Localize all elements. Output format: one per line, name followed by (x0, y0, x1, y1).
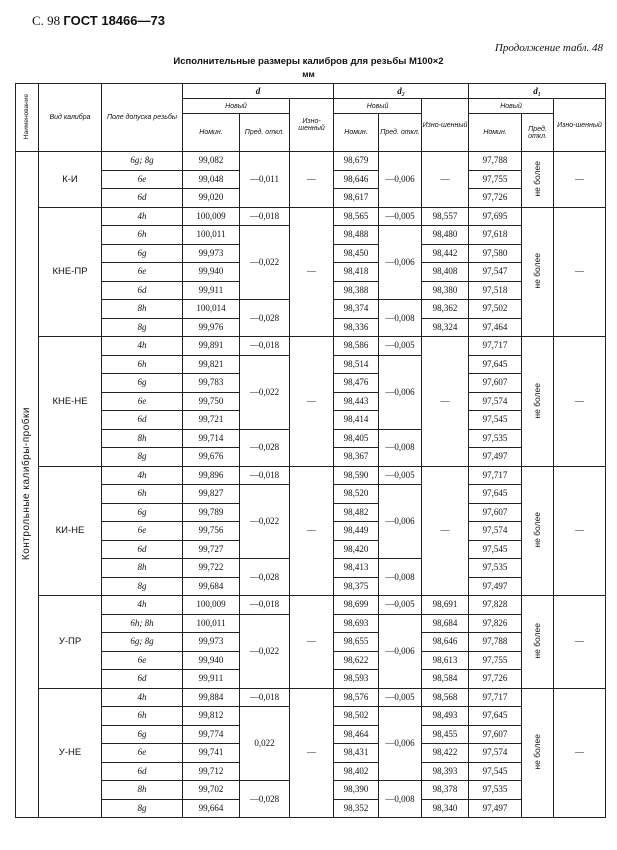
d2-worn: 98,584 (422, 670, 469, 689)
col-header-d2-iznosh: Изно-шенный (422, 99, 469, 152)
d2-deviation: —0,005 (379, 207, 422, 226)
d1-nominal: 97,717 (469, 466, 522, 485)
col-header-d-pred: Пред. откл. (240, 114, 290, 152)
d-deviation: —0,011 (240, 152, 290, 208)
gauge-type-cell: КНЕ-НЕ (39, 337, 102, 467)
d-deviation: —0,022 (240, 355, 290, 429)
d-deviation: —0,028 (240, 559, 290, 596)
d-nominal: 99,973 (183, 633, 240, 652)
d1-worn: — (554, 596, 606, 689)
col-header-d-novyi: Новый (183, 99, 290, 114)
d-nominal: 99,896 (183, 466, 240, 485)
not-more-note: не более (532, 160, 543, 197)
d-nominal: 99,741 (183, 744, 240, 763)
d-worn: — (290, 207, 334, 337)
col-header-d2-nomin: Номин. (334, 114, 379, 152)
tolerance-cell: 8h (102, 300, 183, 319)
d2-nominal: 98,414 (334, 411, 379, 430)
d2-nominal: 98,388 (334, 281, 379, 300)
col-header-d2-novyi: Новый (334, 99, 422, 114)
tolerance-cell: 6g (102, 244, 183, 263)
tolerance-cell: 8h (102, 429, 183, 448)
d2-worn: 98,408 (422, 263, 469, 282)
d2-deviation: —0,005 (379, 688, 422, 707)
tolerance-cell: 6e (102, 522, 183, 541)
tolerance-cell: 6e (102, 744, 183, 763)
d1-nominal: 97,535 (469, 559, 522, 578)
d2-worn: 98,442 (422, 244, 469, 263)
d-nominal: 99,976 (183, 318, 240, 337)
d2-nominal: 98,443 (334, 392, 379, 411)
d2-worn: 98,455 (422, 725, 469, 744)
d1-nominal: 97,574 (469, 744, 522, 763)
d-nominal: 99,891 (183, 337, 240, 356)
d2-nominal: 98,420 (334, 540, 379, 559)
gauge-type-cell: КИ-НЕ (39, 466, 102, 596)
d2-worn: — (422, 466, 469, 596)
col-header-pole: Поле допуска резьбы (102, 84, 183, 152)
table-row (16, 688, 606, 707)
d2-nominal: 98,352 (334, 799, 379, 818)
tolerance-cell: 6h (102, 226, 183, 245)
d-nominal: 99,940 (183, 651, 240, 670)
col-header-d-nomin: Номин. (183, 114, 240, 152)
col-header-d-iznosh: Изно-шенный (290, 99, 334, 152)
gauge-type-cell: У-ПР (39, 596, 102, 689)
d1-worn: — (554, 207, 606, 337)
d-deviation: —0,018 (240, 688, 290, 707)
d2-deviation: —0,008 (379, 429, 422, 466)
d1-nominal: 97,726 (469, 189, 522, 208)
d2-nominal: 98,405 (334, 429, 379, 448)
d-nominal: 99,727 (183, 540, 240, 559)
d1-deviation-note (522, 152, 554, 208)
d2-nominal: 98,565 (334, 207, 379, 226)
d-deviation: 0,022 (240, 707, 290, 781)
d1-worn: — (554, 688, 606, 818)
tolerance-cell: 4h (102, 596, 183, 615)
col-header-naim: Наименование (16, 84, 39, 152)
d2-worn: 98,380 (422, 281, 469, 300)
tolerance-cell: 8g (102, 448, 183, 467)
d1-deviation-note (522, 466, 554, 596)
d-worn: — (290, 596, 334, 689)
d-nominal: 99,911 (183, 670, 240, 689)
d1-deviation-note (522, 688, 554, 818)
d2-deviation: —0,008 (379, 781, 422, 818)
d1-nominal: 97,828 (469, 596, 522, 615)
d-worn: — (290, 688, 334, 818)
page-number: С. 98 (32, 13, 61, 28)
d-nominal: 99,750 (183, 392, 240, 411)
d-nominal: 99,789 (183, 503, 240, 522)
tolerance-cell: 6h; 8h (102, 614, 183, 633)
tolerance-cell: 6d (102, 411, 183, 430)
d-worn: — (290, 152, 334, 208)
d2-worn: 98,646 (422, 633, 469, 652)
d2-worn: 98,684 (422, 614, 469, 633)
d2-nominal: 98,590 (334, 466, 379, 485)
table-row (16, 207, 606, 226)
d1-deviation-note (522, 596, 554, 689)
dimensions-table (15, 83, 606, 818)
table-row (16, 596, 606, 615)
d2-nominal: 98,482 (334, 503, 379, 522)
tolerance-cell: 4h (102, 466, 183, 485)
d-deviation: —0,028 (240, 429, 290, 466)
d1-nominal: 97,545 (469, 411, 522, 430)
col-header-d1-novyi: Новый (469, 99, 554, 114)
gauge-type-cell: К-И (39, 152, 102, 208)
d-deviation: —0,022 (240, 614, 290, 688)
d2-nominal: 98,502 (334, 707, 379, 726)
d-deviation: —0,022 (240, 226, 290, 300)
d-nominal: 99,774 (183, 725, 240, 744)
tolerance-cell: 6d (102, 281, 183, 300)
d1-nominal: 97,607 (469, 503, 522, 522)
col-header-d1-pred: Пред. откл. (522, 114, 554, 152)
tolerance-cell: 6h (102, 707, 183, 726)
table-row (16, 466, 606, 485)
d-nominal: 99,082 (183, 152, 240, 171)
d2-deviation: —0,006 (379, 707, 422, 781)
category-label: Контрольные калибры-пробки (21, 407, 32, 561)
d-nominal: 99,722 (183, 559, 240, 578)
d2-nominal: 98,413 (334, 559, 379, 578)
d2-nominal: 98,431 (334, 744, 379, 763)
d-nominal: 99,940 (183, 263, 240, 282)
d-nominal: 99,884 (183, 688, 240, 707)
d-deviation: —0,018 (240, 466, 290, 485)
d-deviation: —0,018 (240, 596, 290, 615)
d1-nominal: 97,755 (469, 170, 522, 189)
d-nominal: 99,973 (183, 244, 240, 263)
table-title: Исполнительные размеры калибров для резьбы М100×2 (173, 56, 444, 67)
d1-nominal: 97,717 (469, 688, 522, 707)
tolerance-cell: 4h (102, 207, 183, 226)
d2-nominal: 98,655 (334, 633, 379, 652)
d1-nominal: 97,545 (469, 540, 522, 559)
tolerance-cell: 6h (102, 355, 183, 374)
d-nominal: 99,048 (183, 170, 240, 189)
d1-nominal: 97,497 (469, 799, 522, 818)
d1-nominal: 97,726 (469, 670, 522, 689)
continuation-note: Продолжение табл. 48 (494, 42, 603, 54)
col-header-d1: d₁ (469, 84, 606, 99)
d-nominal: 99,684 (183, 577, 240, 596)
d1-nominal: 97,580 (469, 244, 522, 263)
not-more-note: не более (532, 734, 543, 770)
d1-nominal: 97,547 (469, 263, 522, 282)
d2-nominal: 98,390 (334, 781, 379, 800)
d1-nominal: 97,645 (469, 485, 522, 504)
d2-worn: 98,422 (422, 744, 469, 763)
d2-nominal: 98,402 (334, 762, 379, 781)
d-nominal: 99,702 (183, 781, 240, 800)
d2-deviation: —0,005 (379, 466, 422, 485)
d-nominal: 99,020 (183, 189, 240, 208)
tolerance-cell: 4h (102, 337, 183, 356)
d2-nominal: 98,699 (334, 596, 379, 615)
d2-worn: 98,557 (422, 207, 469, 226)
tolerance-cell: 6g; 8g (102, 633, 183, 652)
d2-worn: 98,568 (422, 688, 469, 707)
d2-nominal: 98,520 (334, 485, 379, 504)
d2-worn: — (422, 337, 469, 467)
d2-deviation: —0,008 (379, 559, 422, 596)
d1-nominal: 97,645 (469, 707, 522, 726)
d2-deviation: —0,006 (379, 485, 422, 559)
d-nominal: 99,821 (183, 355, 240, 374)
d2-nominal: 98,476 (334, 374, 379, 393)
d1-nominal: 97,497 (469, 577, 522, 596)
d2-worn: — (422, 152, 469, 208)
d-nominal: 100,009 (183, 596, 240, 615)
d1-nominal: 97,826 (469, 614, 522, 633)
gauge-type-cell: КНЕ-ПР (39, 207, 102, 337)
table-row (16, 152, 606, 171)
d1-nominal: 97,618 (469, 226, 522, 245)
d2-nominal: 98,646 (334, 170, 379, 189)
d2-nominal: 98,593 (334, 670, 379, 689)
d1-nominal: 97,607 (469, 374, 522, 393)
table-row (16, 337, 606, 356)
d1-nominal: 97,788 (469, 152, 522, 171)
d1-nominal: 97,788 (469, 633, 522, 652)
tolerance-cell: 6g (102, 725, 183, 744)
d-deviation: —0,018 (240, 337, 290, 356)
d2-deviation: —0,005 (379, 596, 422, 615)
d2-deviation: —0,006 (379, 355, 422, 429)
col-header-d1-nomin: Номин. (469, 114, 522, 152)
d2-worn: 98,691 (422, 596, 469, 615)
tolerance-cell: 6d (102, 762, 183, 781)
d1-deviation-note (522, 337, 554, 467)
d1-nominal: 97,695 (469, 207, 522, 226)
d1-nominal: 97,574 (469, 392, 522, 411)
d1-nominal: 97,502 (469, 300, 522, 319)
d2-deviation: —0,005 (379, 337, 422, 356)
d2-deviation: —0,006 (379, 152, 422, 208)
d2-nominal: 98,367 (334, 448, 379, 467)
d1-nominal: 97,545 (469, 762, 522, 781)
d1-worn: — (554, 466, 606, 596)
page-header (32, 13, 165, 29)
d-deviation: —0,028 (240, 300, 290, 337)
d-nominal: 99,756 (183, 522, 240, 541)
d2-worn: 98,480 (422, 226, 469, 245)
tolerance-cell: 6d (102, 670, 183, 689)
d-nominal: 99,714 (183, 429, 240, 448)
tolerance-cell: 4h (102, 688, 183, 707)
d-nominal: 100,009 (183, 207, 240, 226)
d2-deviation: —0,006 (379, 226, 422, 300)
not-more-note: не более (532, 382, 543, 419)
col-header-d1-iznosh: Изно-шенный (554, 99, 606, 152)
category-cell (16, 152, 39, 818)
d1-nominal: 97,755 (469, 651, 522, 670)
tolerance-cell: 6e (102, 170, 183, 189)
tolerance-cell: 8h (102, 781, 183, 800)
d1-worn: — (554, 337, 606, 467)
d1-nominal: 97,535 (469, 781, 522, 800)
d-deviation: —0,022 (240, 485, 290, 559)
tolerance-cell: 6d (102, 189, 183, 208)
d-deviation: —0,028 (240, 781, 290, 818)
d-nominal: 100,011 (183, 614, 240, 633)
d2-nominal: 98,488 (334, 226, 379, 245)
d2-nominal: 98,418 (334, 263, 379, 282)
d1-nominal: 97,518 (469, 281, 522, 300)
d-nominal: 100,014 (183, 300, 240, 319)
d1-nominal: 97,607 (469, 725, 522, 744)
tolerance-cell: 6h (102, 485, 183, 504)
d2-nominal: 98,586 (334, 337, 379, 356)
d2-nominal: 98,336 (334, 318, 379, 337)
tolerance-cell: 8h (102, 559, 183, 578)
d-worn: — (290, 466, 334, 596)
d-nominal: 99,827 (183, 485, 240, 504)
tolerance-cell: 6e (102, 651, 183, 670)
d2-deviation: —0,006 (379, 614, 422, 688)
not-more-note: не более (532, 512, 543, 548)
col-header-vid: Вид калибра (39, 84, 102, 152)
tolerance-cell: 8g (102, 799, 183, 818)
tolerance-cell: 6d (102, 540, 183, 559)
tolerance-cell: 8g (102, 318, 183, 337)
d2-nominal: 98,464 (334, 725, 379, 744)
d-nominal: 100,011 (183, 226, 240, 245)
d1-deviation-note (522, 207, 554, 337)
d2-nominal: 98,514 (334, 355, 379, 374)
d1-nominal: 97,535 (469, 429, 522, 448)
tolerance-cell: 6g (102, 503, 183, 522)
col-header-d2-pred: Пред. откл. (379, 114, 422, 152)
col-header-d2: d₂ (334, 84, 469, 99)
d2-nominal: 98,374 (334, 300, 379, 319)
d2-nominal: 98,693 (334, 614, 379, 633)
d2-nominal: 98,449 (334, 522, 379, 541)
d1-nominal: 97,497 (469, 448, 522, 467)
d2-nominal: 98,375 (334, 577, 379, 596)
d-nominal: 99,712 (183, 762, 240, 781)
d2-worn: 98,613 (422, 651, 469, 670)
d2-worn: 98,493 (422, 707, 469, 726)
d2-nominal: 98,617 (334, 189, 379, 208)
tolerance-cell: 6e (102, 263, 183, 282)
gauge-type-cell: У-НЕ (39, 688, 102, 818)
d-nominal: 99,812 (183, 707, 240, 726)
d2-nominal: 98,679 (334, 152, 379, 171)
d1-nominal: 97,717 (469, 337, 522, 356)
d1-nominal: 97,464 (469, 318, 522, 337)
d-nominal: 99,783 (183, 374, 240, 393)
d-nominal: 99,676 (183, 448, 240, 467)
d2-worn: 98,362 (422, 300, 469, 319)
d2-worn: 98,340 (422, 799, 469, 818)
gost-number: ГОСТ 18466—73 (63, 13, 165, 28)
d2-nominal: 98,576 (334, 688, 379, 707)
tolerance-cell: 6e (102, 392, 183, 411)
d-nominal: 99,664 (183, 799, 240, 818)
tolerance-cell: 6g; 8g (102, 152, 183, 171)
d1-worn: — (554, 152, 606, 208)
d-worn: — (290, 337, 334, 467)
not-more-note: не более (532, 253, 543, 289)
d2-worn: 98,378 (422, 781, 469, 800)
tolerance-cell: 8g (102, 577, 183, 596)
d2-nominal: 98,622 (334, 651, 379, 670)
d-nominal: 99,911 (183, 281, 240, 300)
d-nominal: 99,721 (183, 411, 240, 430)
d1-nominal: 97,645 (469, 355, 522, 374)
not-more-note: не более (532, 623, 543, 659)
d2-deviation: —0,008 (379, 300, 422, 337)
table-unit: мм (302, 69, 315, 79)
d-deviation: —0,018 (240, 207, 290, 226)
d1-nominal: 97,574 (469, 522, 522, 541)
d2-worn: 98,393 (422, 762, 469, 781)
d2-nominal: 98,450 (334, 244, 379, 263)
col-header-d: d (183, 84, 334, 99)
d2-worn: 98,324 (422, 318, 469, 337)
tolerance-cell: 6g (102, 374, 183, 393)
